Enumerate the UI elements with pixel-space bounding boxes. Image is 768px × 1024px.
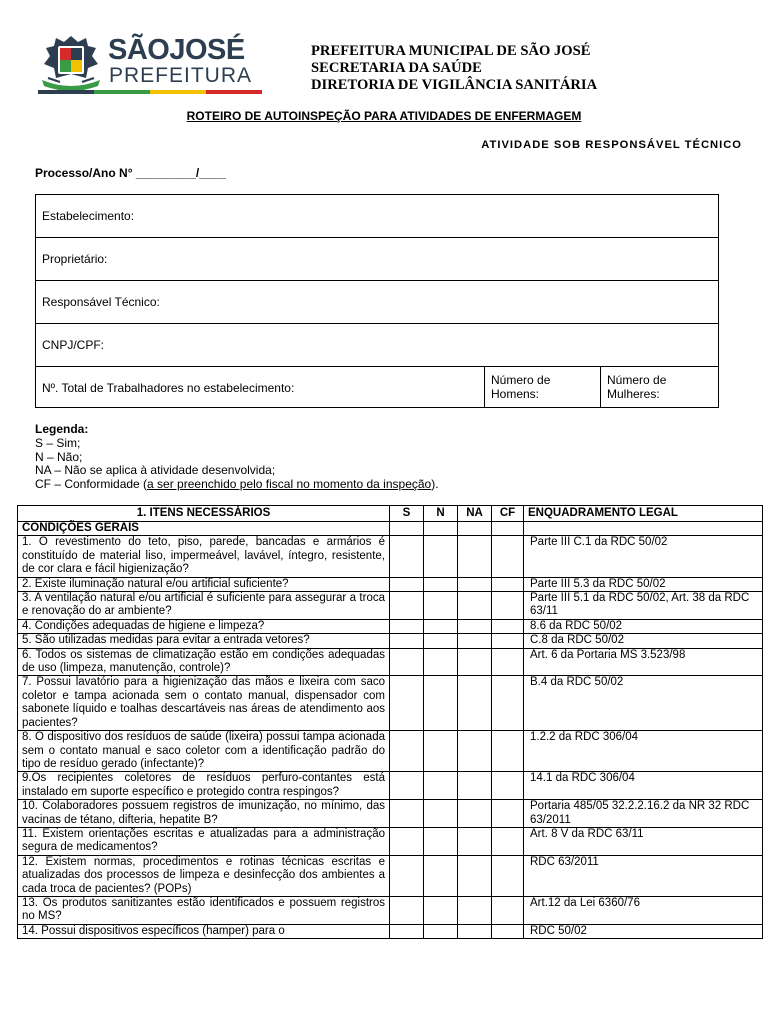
estabelecimento-row[interactable] (36, 195, 718, 238)
legal-reference: 1.2.2 da RDC 306/04 (524, 731, 763, 772)
cnpj-row[interactable] (36, 324, 718, 367)
check-cell-cf[interactable] (492, 592, 524, 620)
table-row (18, 676, 763, 731)
men-count-cell[interactable] (484, 367, 600, 407)
check-cell-na[interactable] (458, 619, 492, 633)
check-cell-n[interactable] (424, 676, 458, 731)
item-description: 4. Condições adequadas de higiene e limpeza? (18, 619, 390, 633)
header-s: S (390, 506, 424, 522)
check-cell-n[interactable] (424, 634, 458, 648)
total-workers-label: Nº. Total de Trabalhadores no estabelecimento: (42, 381, 295, 395)
check-cell-na[interactable] (458, 772, 492, 800)
legend (35, 423, 439, 492)
legal-reference: C.8 da RDC 50/02 (524, 634, 763, 648)
item-description: 12. Existem normas, procedimentos e rotinas técnicas escritas e atualizadas dos processos de limpeza e desinfecção dos ambientes a cada troca de pacientes? (POPs) (18, 855, 390, 896)
table-row (18, 827, 763, 855)
estabelecimento-label: Estabelecimento: (42, 209, 135, 223)
legal-reference: Parte III 5.1 da RDC 50/02, Art. 38 da RDC 63/11 (524, 592, 763, 620)
org-line-3: DIRETORIA DE VIGILÂNCIA SANITÁRIA (311, 77, 598, 93)
check-cell-n[interactable] (424, 536, 458, 577)
check-cell-na[interactable] (458, 577, 492, 591)
workers-row (36, 367, 718, 407)
header-n: N (424, 506, 458, 522)
check-cell-na[interactable] (458, 800, 492, 828)
check-cell[interactable] (492, 522, 524, 536)
header-items: 1. ITENS NECESSÁRIOS (18, 506, 390, 522)
table-row (18, 800, 763, 828)
proprietario-label: Proprietário: (42, 252, 108, 266)
checklist-table (17, 505, 763, 939)
check-cell-cf[interactable] (492, 924, 524, 938)
check-cell-cf[interactable] (492, 634, 524, 648)
men-label-2: Homens: (491, 387, 540, 401)
check-cell-na[interactable] (458, 924, 492, 938)
check-cell-s[interactable] (390, 731, 424, 772)
check-cell-s[interactable] (390, 827, 424, 855)
check-cell-na[interactable] (458, 896, 492, 924)
check-cell-s[interactable] (390, 592, 424, 620)
table-row (18, 648, 763, 676)
check-cell-n[interactable] (424, 648, 458, 676)
table-row (18, 536, 763, 577)
check-cell-n[interactable] (424, 731, 458, 772)
item-description: 2. Existe iluminação natural e/ou artificial suficiente? (18, 577, 390, 591)
check-cell-cf[interactable] (492, 772, 524, 800)
check-cell-s[interactable] (390, 772, 424, 800)
men-label-1: Número de (491, 373, 551, 387)
legend-s: S – Sim; (35, 435, 81, 450)
check-cell-n[interactable] (424, 855, 458, 896)
logo-text-prefeitura: PREFEITURA (109, 64, 253, 87)
legal-reference: Portaria 485/05 32.2.2.16.2 da NR 32 RDC 63/2011 (524, 800, 763, 828)
legal-reference: Parte III 5.3 da RDC 50/02 (524, 577, 763, 591)
check-cell[interactable] (424, 522, 458, 536)
check-cell-n[interactable] (424, 924, 458, 938)
responsavel-row[interactable] (36, 281, 718, 324)
check-cell-s[interactable] (390, 536, 424, 577)
women-count-cell[interactable] (600, 367, 720, 407)
check-cell-n[interactable] (424, 772, 458, 800)
establishment-info-box (35, 194, 719, 408)
check-cell-s[interactable] (390, 800, 424, 828)
table-row (18, 855, 763, 896)
legend-title: Legenda: (35, 422, 89, 436)
check-cell-n[interactable] (424, 592, 458, 620)
item-description: 5. São utilizadas medidas para evitar a entrada vetores? (18, 634, 390, 648)
legal-reference: 14.1 da RDC 306/04 (524, 772, 763, 800)
header-na: NA (458, 506, 492, 522)
item-description: 1. O revestimento do teto, piso, parede, bancadas e armários é constituído de material liso, impermeável, lavável, íntegro, resistente, de cor clara e fácil higienização? (18, 536, 390, 577)
check-cell-na[interactable] (458, 648, 492, 676)
check-cell-na[interactable] (458, 827, 492, 855)
check-cell-cf[interactable] (492, 619, 524, 633)
legend-n: N – Não; (35, 449, 83, 464)
item-description: 6. Todos os sistemas de climatização estão em condições adequadas de uso (limpeza, manutenção, controle)? (18, 648, 390, 676)
org-line-2: SECRETARIA DA SAÚDE (311, 60, 482, 76)
check-cell-s[interactable] (390, 577, 424, 591)
check-cell-s[interactable] (390, 855, 424, 896)
item-description: 10. Colaboradores possuem registros de imunização, no mínimo, das vacinas de tétano, difteria, hepatite B? (18, 800, 390, 828)
check-cell-na[interactable] (458, 592, 492, 620)
legal-reference: B.4 da RDC 50/02 (524, 676, 763, 731)
legend-cf: CF – Conformidade (a ser preenchido pelo fiscal no momento da inspeção). (35, 477, 439, 492)
check-cell-n[interactable] (424, 619, 458, 633)
item-description: 8. O dispositivo dos resíduos de saúde (lixeira) possui tampa acionada sem o contato manual e saco coletor com a identificação padrão do tipo de resíduo gerado (infectante)? (18, 731, 390, 772)
check-cell-cf[interactable] (492, 676, 524, 731)
table-row (18, 731, 763, 772)
table-row (18, 592, 763, 620)
header-legal: ENQUADRAMENTO LEGAL (524, 506, 763, 522)
check-cell-cf[interactable] (492, 800, 524, 828)
check-cell-cf[interactable] (492, 827, 524, 855)
proprietario-row[interactable] (36, 238, 718, 281)
document-title: ROTEIRO DE AUTOINSPEÇÃO PARA ATIVIDADES DE ENFERMAGEM (186, 109, 582, 123)
legal-reference: RDC 63/2011 (524, 855, 763, 896)
check-cell-n[interactable] (424, 800, 458, 828)
table-row (18, 577, 763, 591)
table-row (18, 924, 763, 938)
cnpj-label: CNPJ/CPF: (42, 338, 105, 352)
legal-cell (524, 522, 763, 536)
check-cell-cf[interactable] (492, 731, 524, 772)
check-cell-s[interactable] (390, 648, 424, 676)
item-description: 13. Os produtos sanitizantes estão identificados e possuem registros no MS? (18, 896, 390, 924)
check-cell-na[interactable] (458, 634, 492, 648)
legal-reference: RDC 50/02 (524, 924, 763, 938)
org-line-1: PREFEITURA MUNICIPAL DE SÃO JOSÉ (311, 43, 591, 59)
check-cell-cf[interactable] (492, 536, 524, 577)
check-cell-n[interactable] (424, 827, 458, 855)
table-header-row (18, 506, 763, 522)
check-cell-s[interactable] (390, 896, 424, 924)
prefeitura-logo (38, 34, 264, 96)
logo-bar-green (94, 90, 150, 94)
table-row (18, 619, 763, 633)
legal-reference: Art.12 da Lei 6360/76 (524, 896, 763, 924)
check-cell-na[interactable] (458, 855, 492, 896)
check-cell-s[interactable] (390, 676, 424, 731)
check-cell-s[interactable] (390, 634, 424, 648)
check-cell-cf[interactable] (492, 577, 524, 591)
section-title: CONDIÇÕES GERAIS (18, 522, 390, 536)
item-description: 9.Os recipientes coletores de resíduos perfuro-contantes está instalado em suporte específico e protegido contra respingos? (18, 772, 390, 800)
check-cell-na[interactable] (458, 731, 492, 772)
activity-type: ATIVIDADE SOB RESPONSÁVEL TÉCNICO (481, 139, 742, 151)
legal-reference: Art. 6 da Portaria MS 3.523/98 (524, 648, 763, 676)
check-cell-cf[interactable] (492, 855, 524, 896)
header-cf: CF (492, 506, 524, 522)
women-label-1: Número de (607, 373, 667, 387)
table-row (18, 896, 763, 924)
check-cell-na[interactable] (458, 536, 492, 577)
women-label-2: Mulheres: (607, 387, 660, 401)
item-description: 14. Possui dispositivos específicos (hamper) para o (18, 924, 390, 938)
item-description: 3. A ventilação natural e/ou artificial é suficiente para assegurar a troca e renovação do ar ambiente? (18, 592, 390, 620)
logo-bar-red (206, 90, 262, 94)
legal-reference: 8.6 da RDC 50/02 (524, 619, 763, 633)
legend-na: NA – Não se aplica à atividade desenvolvida; (35, 463, 276, 478)
logo-bar-yellow (150, 90, 206, 94)
check-cell-cf[interactable] (492, 896, 524, 924)
check-cell-n[interactable] (424, 896, 458, 924)
logo-bar-blue (38, 90, 94, 94)
check-cell-cf[interactable] (492, 648, 524, 676)
item-description: 11. Existem orientações escritas e atualizadas para a administração segura de medicamentos? (18, 827, 390, 855)
check-cell-n[interactable] (424, 577, 458, 591)
processo-field[interactable]: Processo/Ano N° _________/____ (35, 166, 226, 180)
logo-text-sao-jose: SÃOJOSÉ (108, 34, 245, 66)
check-cell[interactable] (458, 522, 492, 536)
legal-reference: Parte III C.1 da RDC 50/02 (524, 536, 763, 577)
check-cell-s[interactable] (390, 619, 424, 633)
legal-reference: Art. 8 V da RDC 63/11 (524, 827, 763, 855)
table-row (18, 634, 763, 648)
check-cell[interactable] (390, 522, 424, 536)
city-coat-of-arms-icon (38, 34, 104, 92)
section-row (18, 522, 763, 536)
item-description: 7. Possui lavatório para a higienização das mãos e lixeira com saco coletor e tampa acionada sem o contato manual, dispensador com sabonete líquido e toalhas descartáveis nas áreas de atendimento aos pacientes? (18, 676, 390, 731)
responsavel-label: Responsável Técnico: (42, 295, 160, 309)
check-cell-na[interactable] (458, 676, 492, 731)
organization-header (311, 43, 597, 94)
check-cell-s[interactable] (390, 924, 424, 938)
table-row (18, 772, 763, 800)
